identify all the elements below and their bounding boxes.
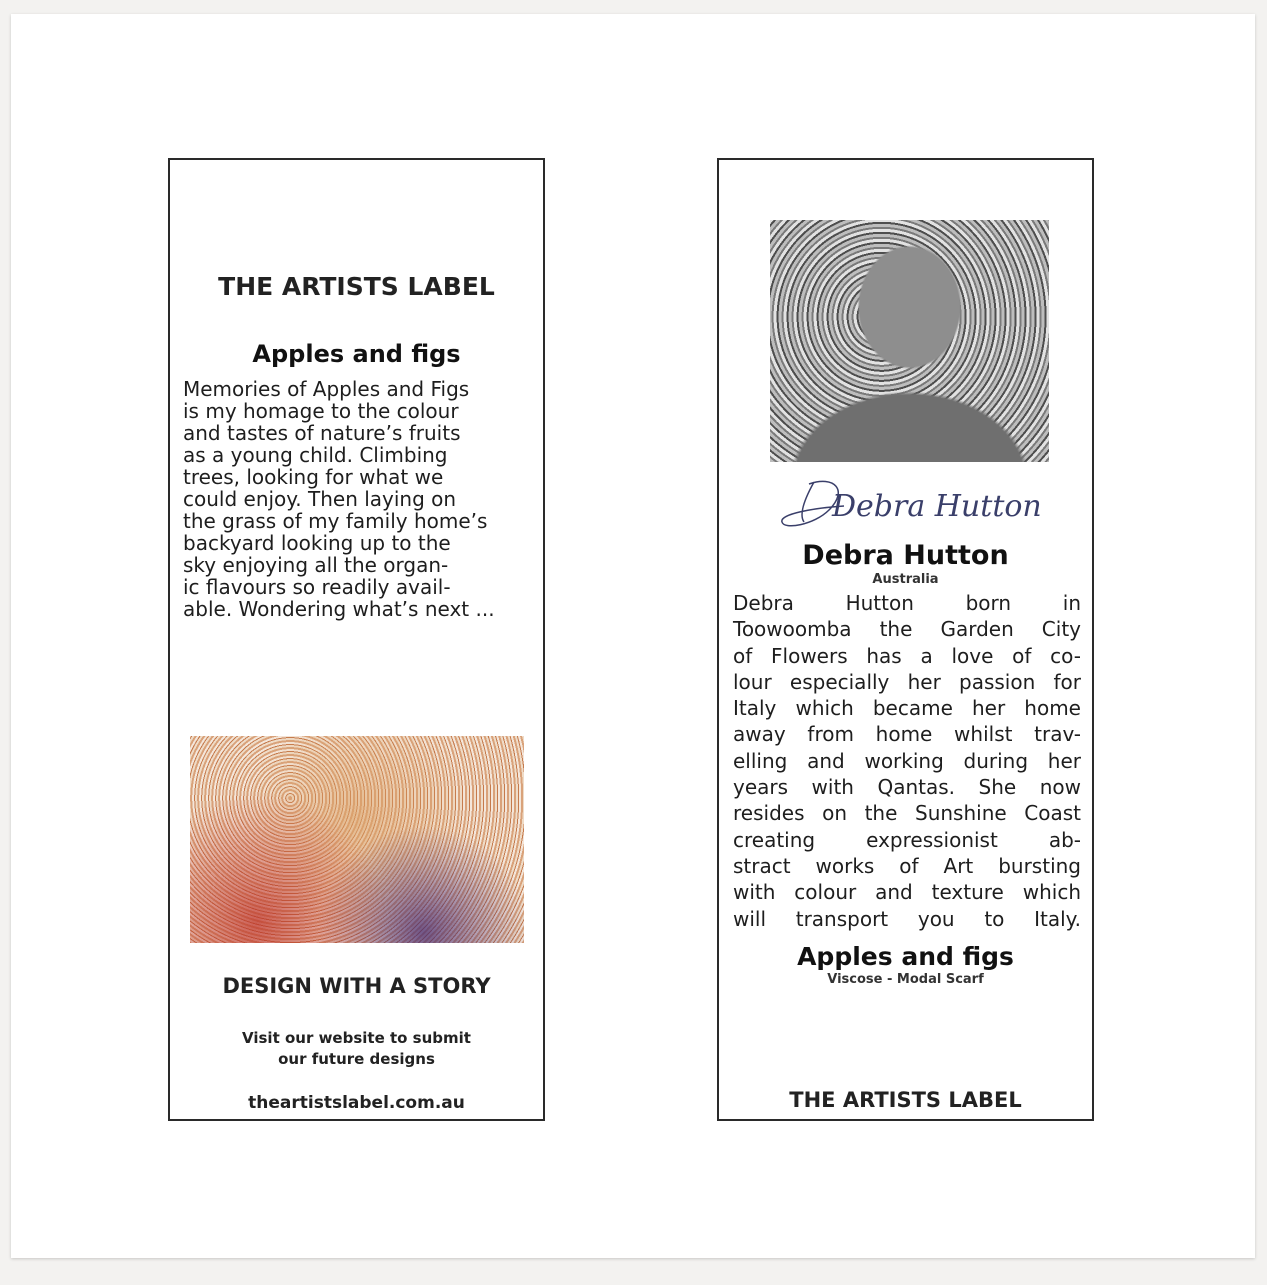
product-title: Apples and figs bbox=[797, 942, 1014, 971]
description-line: as a young child. Climbing bbox=[183, 443, 448, 467]
description-line: the grass of my family home’s bbox=[183, 509, 488, 533]
bio-line: elling and working during her bbox=[733, 748, 1081, 773]
description-line: trees, looking for what we bbox=[183, 465, 444, 489]
bio-line: lour especially her passion for bbox=[733, 669, 1081, 694]
bio-line: Toowoomba the Garden City bbox=[733, 617, 1081, 642]
description-line: and tastes of nature’s fruits bbox=[183, 421, 461, 445]
signature-text: Debra Hutton bbox=[832, 489, 1042, 524]
description-line: is my homage to the colour bbox=[183, 399, 459, 423]
document-page bbox=[11, 14, 1255, 1258]
description-line: could enjoy. Then laying on bbox=[183, 487, 457, 511]
description-line: ic flavours so readily avail- bbox=[183, 575, 451, 599]
bio-line: stract works of Art bursting bbox=[733, 853, 1081, 878]
signature-image bbox=[774, 470, 1044, 534]
design-description bbox=[183, 378, 532, 620]
bio-line: creating expressionist ab- bbox=[733, 827, 1081, 852]
bio-line: away from home whilst trav- bbox=[733, 722, 1081, 747]
bio-line: will transport you to Italy. bbox=[733, 906, 1081, 931]
description-line: able. Wondering what’s next ... bbox=[183, 597, 495, 621]
artist-country: Australia bbox=[872, 572, 939, 587]
artist-name: Debra Hutton bbox=[802, 540, 1009, 571]
description-line: Memories of Apples and Figs bbox=[183, 377, 470, 401]
cta-line: Visit our website to submit bbox=[242, 1029, 471, 1047]
bio-line: years with Qantas. She now bbox=[733, 775, 1081, 800]
bio-line: Italy which became her home bbox=[733, 696, 1081, 721]
design-title: Apples and figs bbox=[252, 340, 461, 368]
website-link[interactable]: theartistslabel.com.au bbox=[248, 1093, 465, 1113]
artist-label-card bbox=[717, 158, 1094, 1121]
brand-footer: THE ARTISTS LABEL bbox=[789, 1088, 1022, 1112]
tagline: DESIGN WITH A STORY bbox=[222, 974, 491, 998]
artist-photo bbox=[770, 220, 1049, 462]
description-line: backyard looking up to the bbox=[183, 531, 451, 555]
bio-line: with colour and texture which bbox=[733, 880, 1081, 905]
brand-heading: THE ARTISTS LABEL bbox=[218, 272, 495, 301]
product-material: Viscose - Modal Scarf bbox=[827, 972, 984, 987]
cta-line: our future designs bbox=[278, 1050, 435, 1068]
painting-image bbox=[190, 736, 524, 943]
bio-line: Debra Hutton born in bbox=[733, 591, 1081, 615]
bio-line: resides on the Sunshine Coast bbox=[733, 801, 1081, 826]
artist-bio bbox=[733, 590, 1081, 932]
front-label-card bbox=[168, 158, 545, 1121]
bio-line: of Flowers has a love of co- bbox=[733, 643, 1081, 668]
cta-text bbox=[170, 1028, 543, 1070]
description-line: sky enjoying all the organ- bbox=[183, 553, 449, 577]
